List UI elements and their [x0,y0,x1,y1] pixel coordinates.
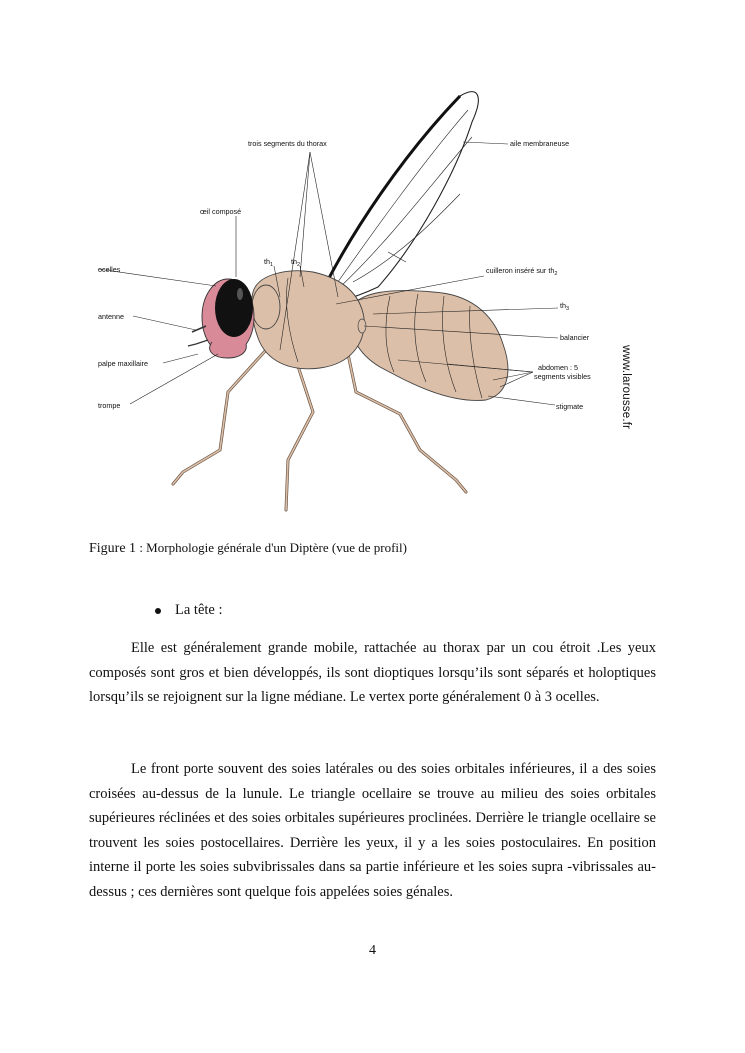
label-abdomen-line1: abdomen : 5 [538,363,578,372]
image-source-credit: www.larousse.fr [620,345,632,430]
label-abdomen-line2: segments visibles [534,372,591,381]
label-calypter: cuilleron inséré sur $th_2$ [486,266,558,277]
label-membranous-wing: aile membraneuse [510,139,570,148]
caption-text: : Morphologie générale d'un Diptère (vue de profil) [136,540,407,555]
section-title: La tête : [175,602,223,618]
neck [252,285,280,329]
label-th1: $th_1$ [264,257,274,268]
label-compound-eye: œil composé [200,207,242,216]
page-number: 4 [369,943,376,958]
compound-eye [215,279,253,337]
label-spiracle: stigmate [556,402,584,411]
abdomen [349,291,508,401]
fly-morphology-figure [88,82,643,522]
paragraph-1: Elle est généralement grande mobile, rattachée au thorax par un cou étroit .Les yeux composés sont gros et bien développés, ils sont dioptiques lorsqu’ils sont séparés et holoptiques lorsqu’ils se rejoignent sur la ligne médiane. Le vertex porte généralement 0 à 3 ocelles. [89,640,656,705]
wing-shape [316,92,478,304]
label-thorax-segments: trois segments du thorax [248,139,327,148]
label-th3: $th_3$ [560,301,570,312]
label-haltere: balancier [560,333,590,342]
label-ocelli: ocelles [98,265,121,274]
label-maxillary-palp: palpe maxillaire [98,359,148,368]
label-th2: $th_2$ [291,257,301,268]
fly-diagram [88,82,643,522]
section-bullet [155,602,223,619]
caption-label: Figure 1 [89,541,137,556]
figure-caption [89,540,407,557]
paragraph-2: Le front porte souvent des soies latérales ou des soies orbitales inférieures, il a des soies croisées au-dessus de la lunule. Le triangle ocellaire se trouve au milieu des soies orbitales supérieures réclinées et des soies orbitales supérieures proclinées. Derrière le triangle ocellaire se trouvent les soies postocellaires. Derrière les yeux, il y a les soies postoculaires. En position interne il porte les soies subvibrissales dans sa partie inférieure et les soies supra -vibrissales au-dessus ; ces dernières sont quelque fois appelées soies génales. [89,761,656,900]
label-proboscis: trompe [98,401,121,410]
bullet-dot-icon [155,608,161,614]
label-antenna: antenne [98,312,124,321]
